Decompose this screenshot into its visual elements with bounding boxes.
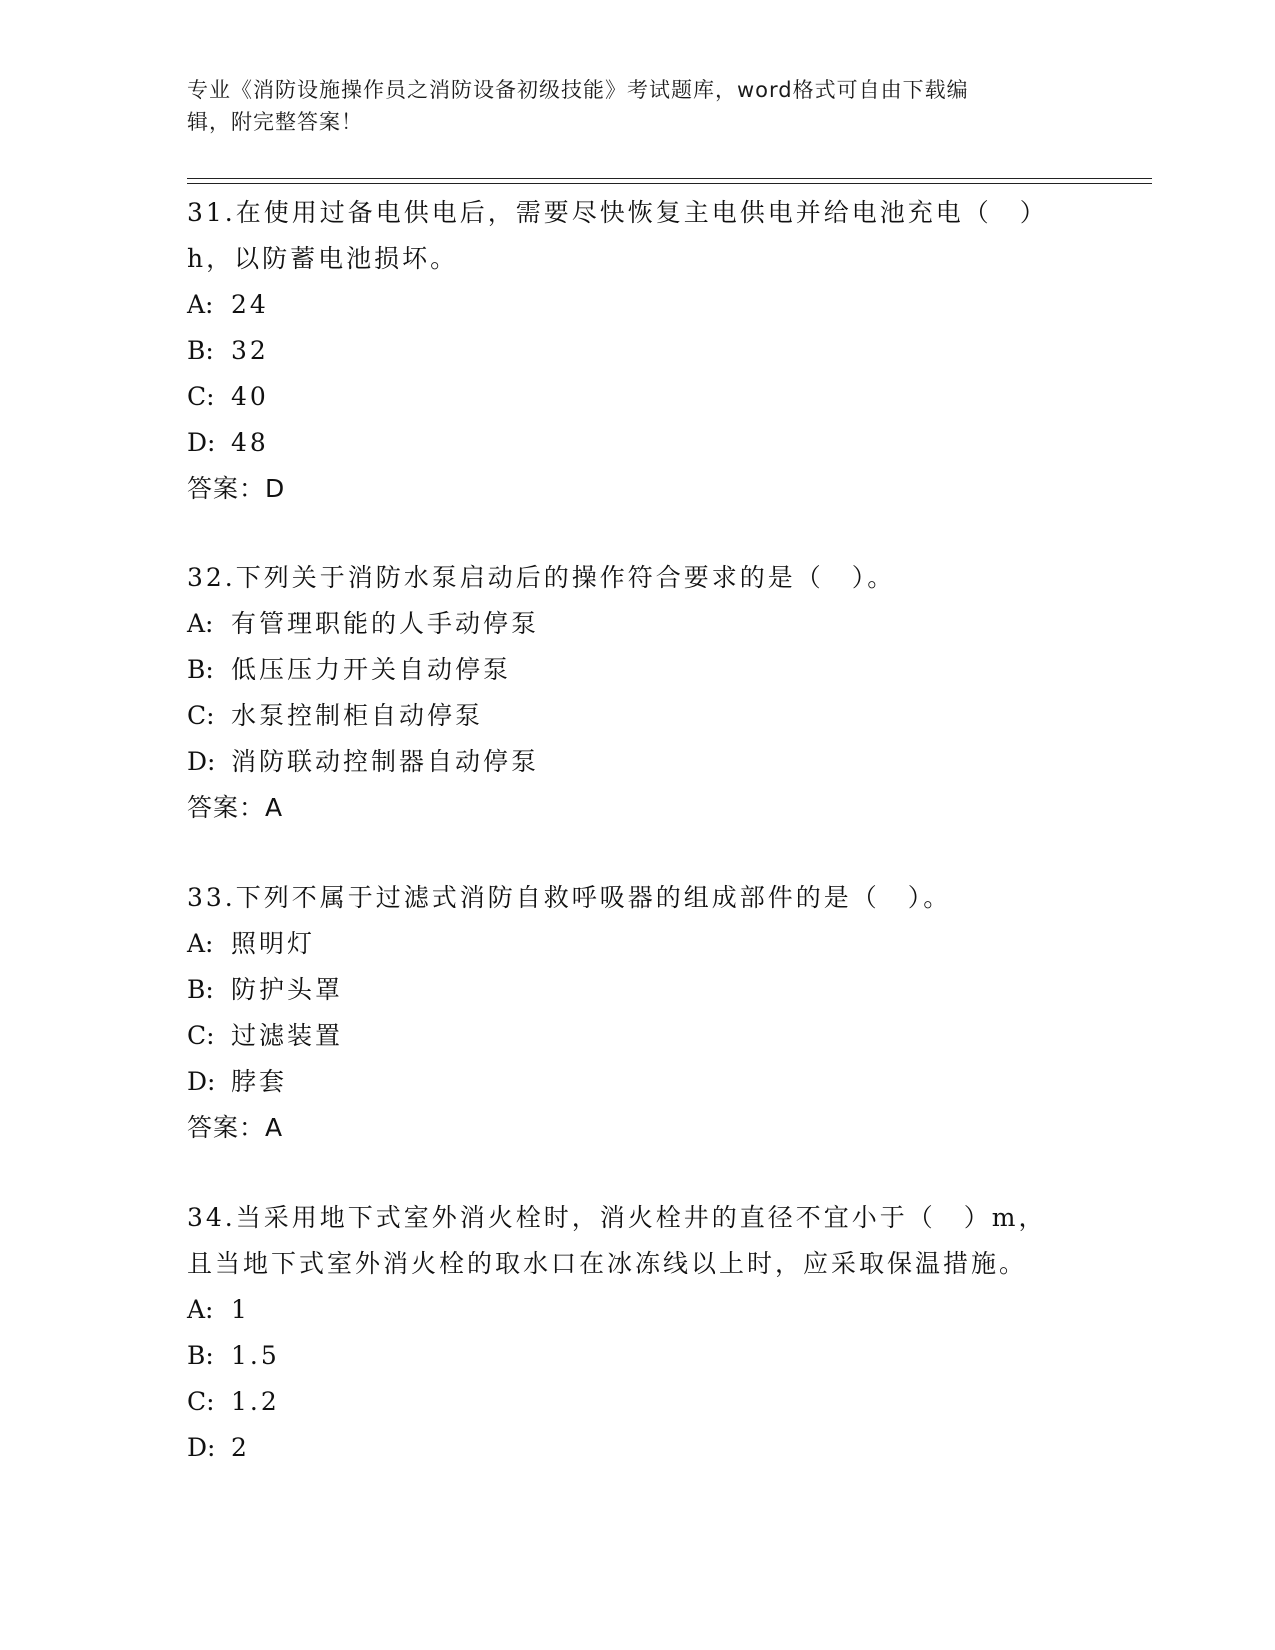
option-b (187, 967, 1087, 1013)
question-stem-line: 34.当采用地下式室外消火栓时，消火栓井的直径不宜小于（ ）m， (187, 1203, 1047, 1232)
option-text: 消防联动控制器自动停泵 (231, 747, 540, 776)
option-c (187, 1379, 1087, 1425)
option-text: 过滤装置 (231, 1021, 344, 1050)
option-text: 防护头罩 (231, 975, 344, 1004)
option-a (187, 1287, 1087, 1333)
option-key: C: (187, 701, 215, 730)
question-32 (187, 555, 1087, 831)
answer-line: 答案：A (187, 1113, 284, 1142)
option-key: D: (187, 1067, 216, 1096)
question-stem-line: 31.在使用过备电供电后，需要尽快恢复主电供电并给电池充电（ ） (187, 198, 1048, 227)
option-b (187, 328, 1087, 374)
option-text: 低压压力开关自动停泵 (231, 655, 512, 684)
option-key: D: (187, 1433, 216, 1462)
option-c (187, 693, 1087, 739)
option-text: 水泵控制柜自动停泵 (231, 701, 484, 730)
option-d (187, 739, 1087, 785)
option-text: 2 (231, 1433, 250, 1462)
option-b (187, 1333, 1087, 1379)
option-a (187, 282, 1087, 328)
option-key: D: (187, 747, 216, 776)
option-d (187, 1425, 1087, 1471)
option-text: 有管理职能的人手动停泵 (231, 609, 540, 638)
option-text: 脖套 (231, 1067, 288, 1096)
option-key: A: (187, 1295, 214, 1324)
question-stem (187, 190, 1087, 282)
option-key: A: (187, 929, 214, 958)
question-stem-line: 且当地下式室外消火栓的取水口在冰冻线以上时，应采取保温措施。 (187, 1249, 1028, 1278)
option-text: 40 (231, 382, 269, 411)
option-d (187, 1059, 1087, 1105)
header-line-2: 辑，附完整答案！ (187, 110, 363, 134)
option-key: A: (187, 609, 214, 638)
option-d (187, 420, 1087, 466)
header-divider-top (187, 178, 1152, 179)
option-c (187, 374, 1087, 420)
option-key: C: (187, 382, 215, 411)
question-stem-line: h，以防蓄电池损坏。 (187, 244, 459, 273)
option-key: B: (187, 975, 214, 1004)
option-key: C: (187, 1021, 215, 1050)
answer-line: 答案：A (187, 793, 284, 822)
option-text: 48 (231, 428, 269, 457)
question-stem (187, 555, 1087, 601)
option-text: 1.5 (231, 1341, 280, 1370)
option-c (187, 1013, 1087, 1059)
option-text: 1 (231, 1295, 250, 1324)
answer-line: 答案：D (187, 474, 286, 503)
option-key: C: (187, 1387, 215, 1416)
option-a (187, 601, 1087, 647)
question-31 (187, 190, 1087, 512)
question-stem-line: 33.下列不属于过滤式消防自救呼吸器的组成部件的是（ ）。 (187, 883, 952, 912)
option-a (187, 921, 1087, 967)
option-key: B: (187, 655, 214, 684)
question-33 (187, 875, 1087, 1151)
question-stem (187, 875, 1087, 921)
header-divider-bottom (187, 183, 1152, 184)
option-key: B: (187, 1341, 214, 1370)
option-key: D: (187, 428, 216, 457)
header-line-1: 专业《消防设施操作员之消防设备初级技能》考试题库，word格式可自由下载编 (187, 78, 969, 102)
option-text: 32 (231, 336, 269, 365)
document-header (187, 74, 1067, 138)
question-34 (187, 1195, 1087, 1471)
option-key: A: (187, 290, 214, 319)
option-text: 24 (231, 290, 269, 319)
option-text: 1.2 (231, 1387, 280, 1416)
option-b (187, 647, 1087, 693)
question-stem (187, 1195, 1087, 1287)
question-stem-line: 32.下列关于消防水泵启动后的操作符合要求的是（ ）。 (187, 563, 896, 592)
option-text: 照明灯 (231, 929, 316, 958)
option-key: B: (187, 336, 214, 365)
